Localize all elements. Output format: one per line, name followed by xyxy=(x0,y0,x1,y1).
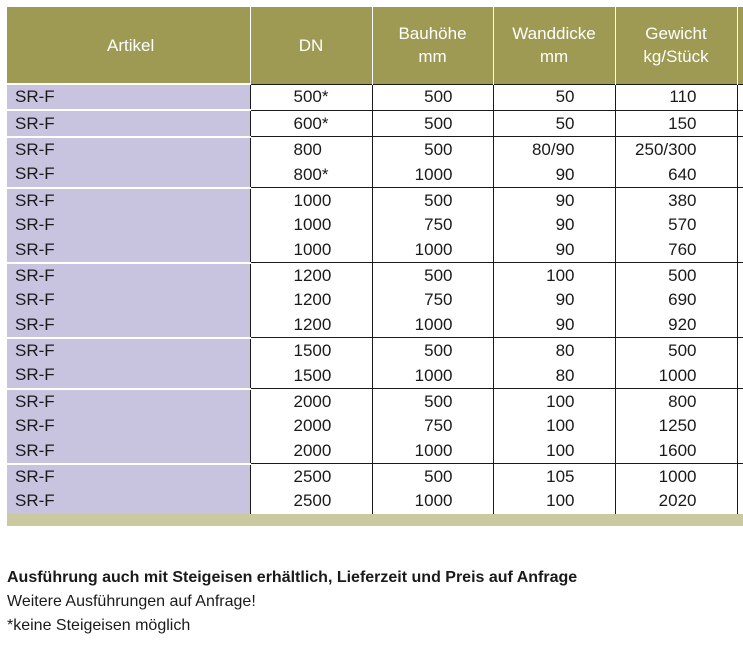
cell-gewicht: 380 xyxy=(615,188,737,213)
cell-edge xyxy=(737,464,743,489)
cell-bauhoehe: 750 xyxy=(372,213,493,237)
cell-bauhoehe: 1000 xyxy=(372,237,493,262)
cell-dn: 2000 xyxy=(250,414,372,438)
cell-bauhoehe: 500 xyxy=(372,137,493,162)
cell-artikel: SR-F xyxy=(7,389,250,414)
cell-artikel: SR-F xyxy=(7,464,250,489)
column-header-artikel: Artikel xyxy=(7,7,250,84)
table-row xyxy=(7,363,743,388)
cell-edge xyxy=(737,313,743,338)
cell-edge xyxy=(737,288,743,312)
cell-gewicht: 760 xyxy=(615,237,737,262)
cell-dn: 1000 xyxy=(250,237,372,262)
cell-dn: 1000 xyxy=(250,213,372,237)
cell-wanddicke: 100 xyxy=(493,414,615,438)
cell-edge xyxy=(737,338,743,363)
cell-gewicht: 920 xyxy=(615,313,737,338)
cell-dn: 2500 xyxy=(250,464,372,489)
cell-edge xyxy=(737,414,743,438)
table-row xyxy=(7,338,743,363)
column-header-edge xyxy=(737,7,743,84)
cell-wanddicke: 105 xyxy=(493,464,615,489)
table-row xyxy=(7,263,743,288)
cell-wanddicke: 90 xyxy=(493,288,615,312)
note-footnote: *keine Steigeisen möglich xyxy=(7,617,191,634)
cell-wanddicke: 100 xyxy=(493,438,615,463)
cell-gewicht: 150 xyxy=(615,110,737,136)
cell-dn: 1200 xyxy=(250,288,372,312)
cell-edge xyxy=(737,363,743,388)
cell-dn: 1500 xyxy=(250,363,372,388)
cell-wanddicke: 80 xyxy=(493,363,615,388)
cell-bauhoehe: 750 xyxy=(372,414,493,438)
cell-artikel: SR-F xyxy=(7,162,250,187)
product-table-sheet xyxy=(7,7,743,526)
cell-edge xyxy=(737,213,743,237)
cell-artikel: SR-F xyxy=(7,363,250,388)
cell-bauhoehe: 500 xyxy=(372,110,493,136)
cell-dn: 800 xyxy=(250,137,372,162)
cell-gewicht: 500 xyxy=(615,338,737,363)
table-header xyxy=(7,7,743,84)
cell-bauhoehe: 1000 xyxy=(372,438,493,463)
cell-edge xyxy=(737,489,743,513)
cell-artikel: SR-F xyxy=(7,263,250,288)
table-row xyxy=(7,213,743,237)
cell-gewicht: 640 xyxy=(615,162,737,187)
cell-dn: 1000 xyxy=(250,188,372,213)
cell-artikel: SR-F xyxy=(7,237,250,262)
column-header-bauhoehe: Bauhöhe mm xyxy=(372,7,493,84)
cell-wanddicke: 90 xyxy=(493,188,615,213)
cell-bauhoehe: 500 xyxy=(372,188,493,213)
product-table xyxy=(7,7,743,514)
cell-artikel: SR-F xyxy=(7,137,250,162)
cell-artikel: SR-F xyxy=(7,84,250,110)
cell-bauhoehe: 750 xyxy=(372,288,493,312)
cell-bauhoehe: 1000 xyxy=(372,313,493,338)
cell-edge xyxy=(737,438,743,463)
cell-gewicht: 690 xyxy=(615,288,737,312)
cell-artikel: SR-F xyxy=(7,438,250,463)
note-steigeisen: Ausführung auch mit Steigeisen erhältlich, Lieferzeit und Preis auf Anfrage xyxy=(7,569,578,586)
cell-gewicht: 110 xyxy=(615,84,737,110)
cell-dn: 2000 xyxy=(250,389,372,414)
cell-edge xyxy=(737,84,743,110)
cell-artikel: SR-F xyxy=(7,338,250,363)
cell-artikel: SR-F xyxy=(7,414,250,438)
cell-artikel: SR-F xyxy=(7,313,250,338)
cell-dn: 500* xyxy=(250,84,372,110)
table-row xyxy=(7,137,743,162)
table-row xyxy=(7,110,743,136)
cell-edge xyxy=(737,188,743,213)
cell-edge xyxy=(737,137,743,162)
column-header-dn: DN xyxy=(250,7,372,84)
cell-wanddicke: 80 xyxy=(493,338,615,363)
cell-wanddicke: 90 xyxy=(493,162,615,187)
cell-bauhoehe: 1000 xyxy=(372,162,493,187)
table-row xyxy=(7,389,743,414)
table-row xyxy=(7,188,743,213)
cell-edge xyxy=(737,389,743,414)
cell-edge xyxy=(737,110,743,136)
cell-gewicht: 800 xyxy=(615,389,737,414)
cell-gewicht: 1250 xyxy=(615,414,737,438)
cell-bauhoehe: 1000 xyxy=(372,363,493,388)
cell-edge xyxy=(737,263,743,288)
cell-wanddicke: 100 xyxy=(493,489,615,513)
cell-gewicht: 250/300 xyxy=(615,137,737,162)
cell-wanddicke: 90 xyxy=(493,213,615,237)
table-row xyxy=(7,438,743,463)
cell-dn: 2000 xyxy=(250,438,372,463)
cell-wanddicke: 80/90 xyxy=(493,137,615,162)
table-body xyxy=(7,84,743,514)
cell-gewicht: 500 xyxy=(615,263,737,288)
cell-gewicht: 570 xyxy=(615,213,737,237)
cell-wanddicke: 100 xyxy=(493,263,615,288)
cell-bauhoehe: 500 xyxy=(372,84,493,110)
cell-edge xyxy=(737,237,743,262)
cell-dn: 600* xyxy=(250,110,372,136)
column-header-wanddicke: Wanddicke mm xyxy=(493,7,615,84)
table-row xyxy=(7,414,743,438)
cell-wanddicke: 50 xyxy=(493,110,615,136)
cell-bauhoehe: 500 xyxy=(372,464,493,489)
cell-gewicht: 1600 xyxy=(615,438,737,463)
table-row xyxy=(7,84,743,110)
cell-bauhoehe: 500 xyxy=(372,263,493,288)
cell-gewicht: 1000 xyxy=(615,464,737,489)
cell-edge xyxy=(737,162,743,187)
cell-dn: 800* xyxy=(250,162,372,187)
cell-dn: 1200 xyxy=(250,263,372,288)
cell-bauhoehe: 500 xyxy=(372,389,493,414)
table-row xyxy=(7,288,743,312)
table-row xyxy=(7,162,743,187)
cell-dn: 1500 xyxy=(250,338,372,363)
cell-bauhoehe: 500 xyxy=(372,338,493,363)
notes-block xyxy=(7,566,577,638)
note-weitere-ausfuehrungen: Weitere Ausführungen auf Anfrage! xyxy=(7,593,256,610)
table-row xyxy=(7,489,743,513)
table-row xyxy=(7,237,743,262)
table-row xyxy=(7,313,743,338)
cell-gewicht: 2020 xyxy=(615,489,737,513)
cell-artikel: SR-F xyxy=(7,288,250,312)
cell-dn: 1200 xyxy=(250,313,372,338)
cell-wanddicke: 90 xyxy=(493,237,615,262)
cell-wanddicke: 50 xyxy=(493,84,615,110)
cell-artikel: SR-F xyxy=(7,188,250,213)
cell-wanddicke: 100 xyxy=(493,389,615,414)
cell-gewicht: 1000 xyxy=(615,363,737,388)
cell-artikel: SR-F xyxy=(7,213,250,237)
column-header-gewicht: Gewicht kg/Stück xyxy=(615,7,737,84)
table-row xyxy=(7,464,743,489)
cell-artikel: SR-F xyxy=(7,489,250,513)
cell-dn: 2500 xyxy=(250,489,372,513)
cell-artikel: SR-F xyxy=(7,110,250,136)
cell-bauhoehe: 1000 xyxy=(372,489,493,513)
table-footer-bar xyxy=(7,514,743,526)
cell-wanddicke: 90 xyxy=(493,313,615,338)
